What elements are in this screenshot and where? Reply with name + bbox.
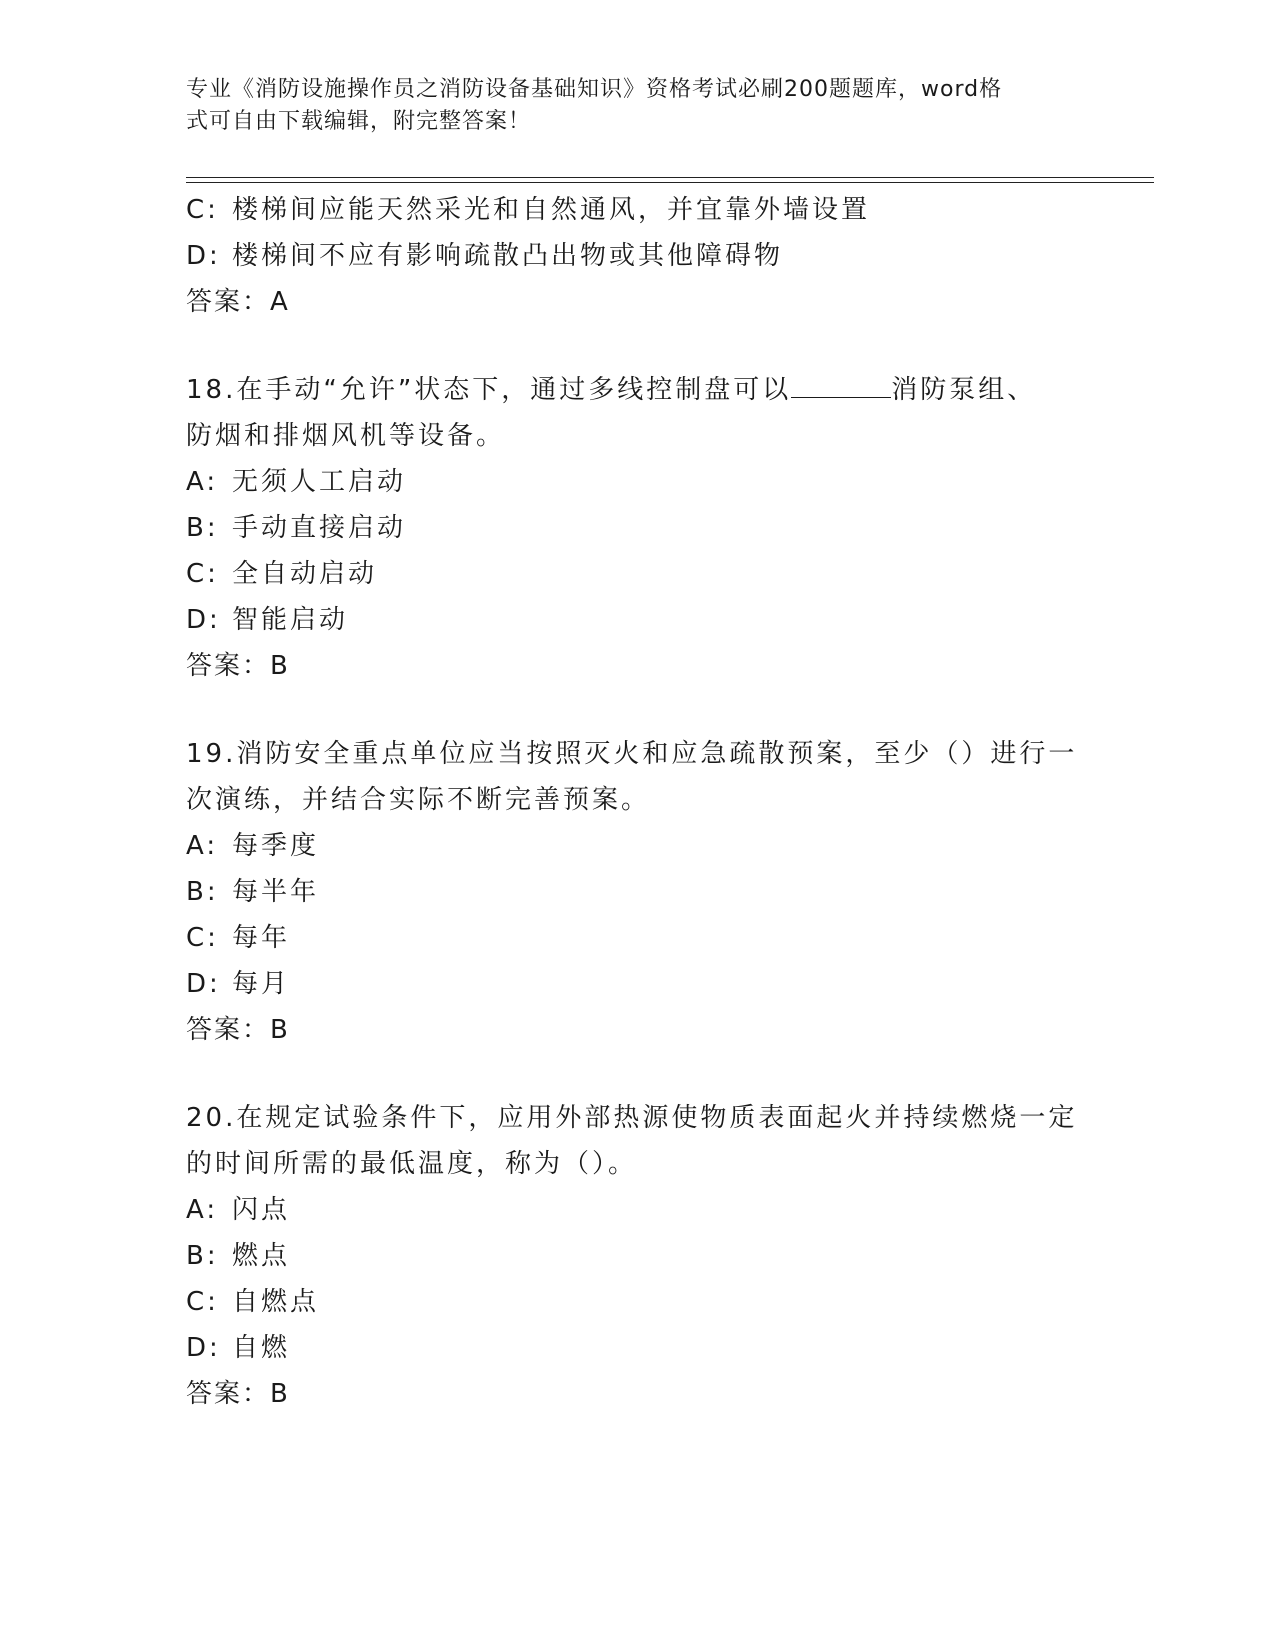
option-text: 智能启动	[232, 605, 349, 635]
option-a	[186, 459, 1086, 505]
option-a	[186, 1187, 1086, 1233]
option-c	[186, 1279, 1086, 1325]
option-a	[186, 823, 1086, 869]
question-stem-line	[186, 367, 1086, 413]
question-list	[186, 187, 1086, 1417]
option-letter: A:	[186, 467, 219, 497]
question-stem-line: 次演练，并结合实际不断完善预案。	[186, 785, 651, 815]
option-b	[186, 869, 1086, 915]
option-text: 自燃	[232, 1333, 291, 1363]
option-c	[186, 915, 1086, 961]
option-text: 每月	[232, 969, 291, 999]
option-b	[186, 1233, 1086, 1279]
option-letter: C:	[186, 195, 219, 225]
question-18	[186, 367, 1086, 689]
question-stem-line: 防烟和排烟风机等设备。	[186, 421, 506, 451]
answer-line: 答案：A	[186, 287, 290, 317]
option-letter: A:	[186, 1195, 219, 1225]
header-divider	[186, 177, 1154, 183]
option-letter: C:	[186, 559, 219, 589]
option-text: 每季度	[232, 831, 320, 861]
option-letter: A:	[186, 831, 219, 861]
option-c	[186, 187, 1086, 233]
option-text: 手动直接启动	[232, 513, 407, 543]
answer-line: 答案：B	[186, 651, 290, 681]
document-title	[186, 74, 1076, 138]
option-text: 全自动启动	[232, 559, 378, 589]
option-text: 闪点	[232, 1195, 291, 1225]
option-d	[186, 233, 1086, 279]
answer-line: 答案：B	[186, 1379, 290, 1409]
option-c	[186, 551, 1086, 597]
question-stem-line: 的时间所需的最低温度，称为（）。	[186, 1149, 638, 1179]
stem-text: 18.在手动“允许”状态下，通过多线控制盘可以	[186, 375, 792, 405]
option-b	[186, 505, 1086, 551]
option-d	[186, 961, 1086, 1007]
option-d	[186, 1325, 1086, 1371]
previous-question-tail	[186, 187, 1086, 325]
option-text: 楼梯间不应有影响疏散凸出物或其他障碍物	[232, 241, 784, 271]
question-stem-line: 20.在规定试验条件下，应用外部热源使物质表面起火并持续燃烧一定	[186, 1103, 1078, 1133]
option-letter: D:	[186, 969, 221, 999]
option-text: 楼梯间应能天然采光和自然通风，并宜靠外墙设置	[232, 195, 871, 225]
option-text: 无须人工启动	[232, 467, 407, 497]
option-text: 自燃点	[232, 1287, 320, 1317]
title-line-1: 专业《消防设施操作员之消防设备基础知识》资格考试必刷200题题库，word格	[186, 77, 1003, 102]
stem-text: 消防泵组、	[891, 375, 1037, 405]
option-text: 燃点	[232, 1241, 291, 1271]
option-letter: C:	[186, 1287, 219, 1317]
question-stem-line: 19.消防安全重点单位应当按照灭火和应急疏散预案，至少（）进行一	[186, 739, 1078, 769]
option-text: 每半年	[232, 877, 320, 907]
option-letter: B:	[186, 1241, 219, 1271]
option-letter: D:	[186, 1333, 221, 1363]
option-letter: B:	[186, 877, 219, 907]
answer-line: 答案：B	[186, 1015, 290, 1045]
option-d	[186, 597, 1086, 643]
option-letter: D:	[186, 241, 221, 271]
question-20	[186, 1095, 1086, 1417]
option-letter: D:	[186, 605, 221, 635]
question-19	[186, 731, 1086, 1053]
option-text: 每年	[232, 923, 291, 953]
title-line-2: 式可自由下载编辑，附完整答案！	[186, 109, 532, 134]
option-letter: C:	[186, 923, 219, 953]
option-letter: B:	[186, 513, 219, 543]
fill-blank	[791, 373, 891, 398]
